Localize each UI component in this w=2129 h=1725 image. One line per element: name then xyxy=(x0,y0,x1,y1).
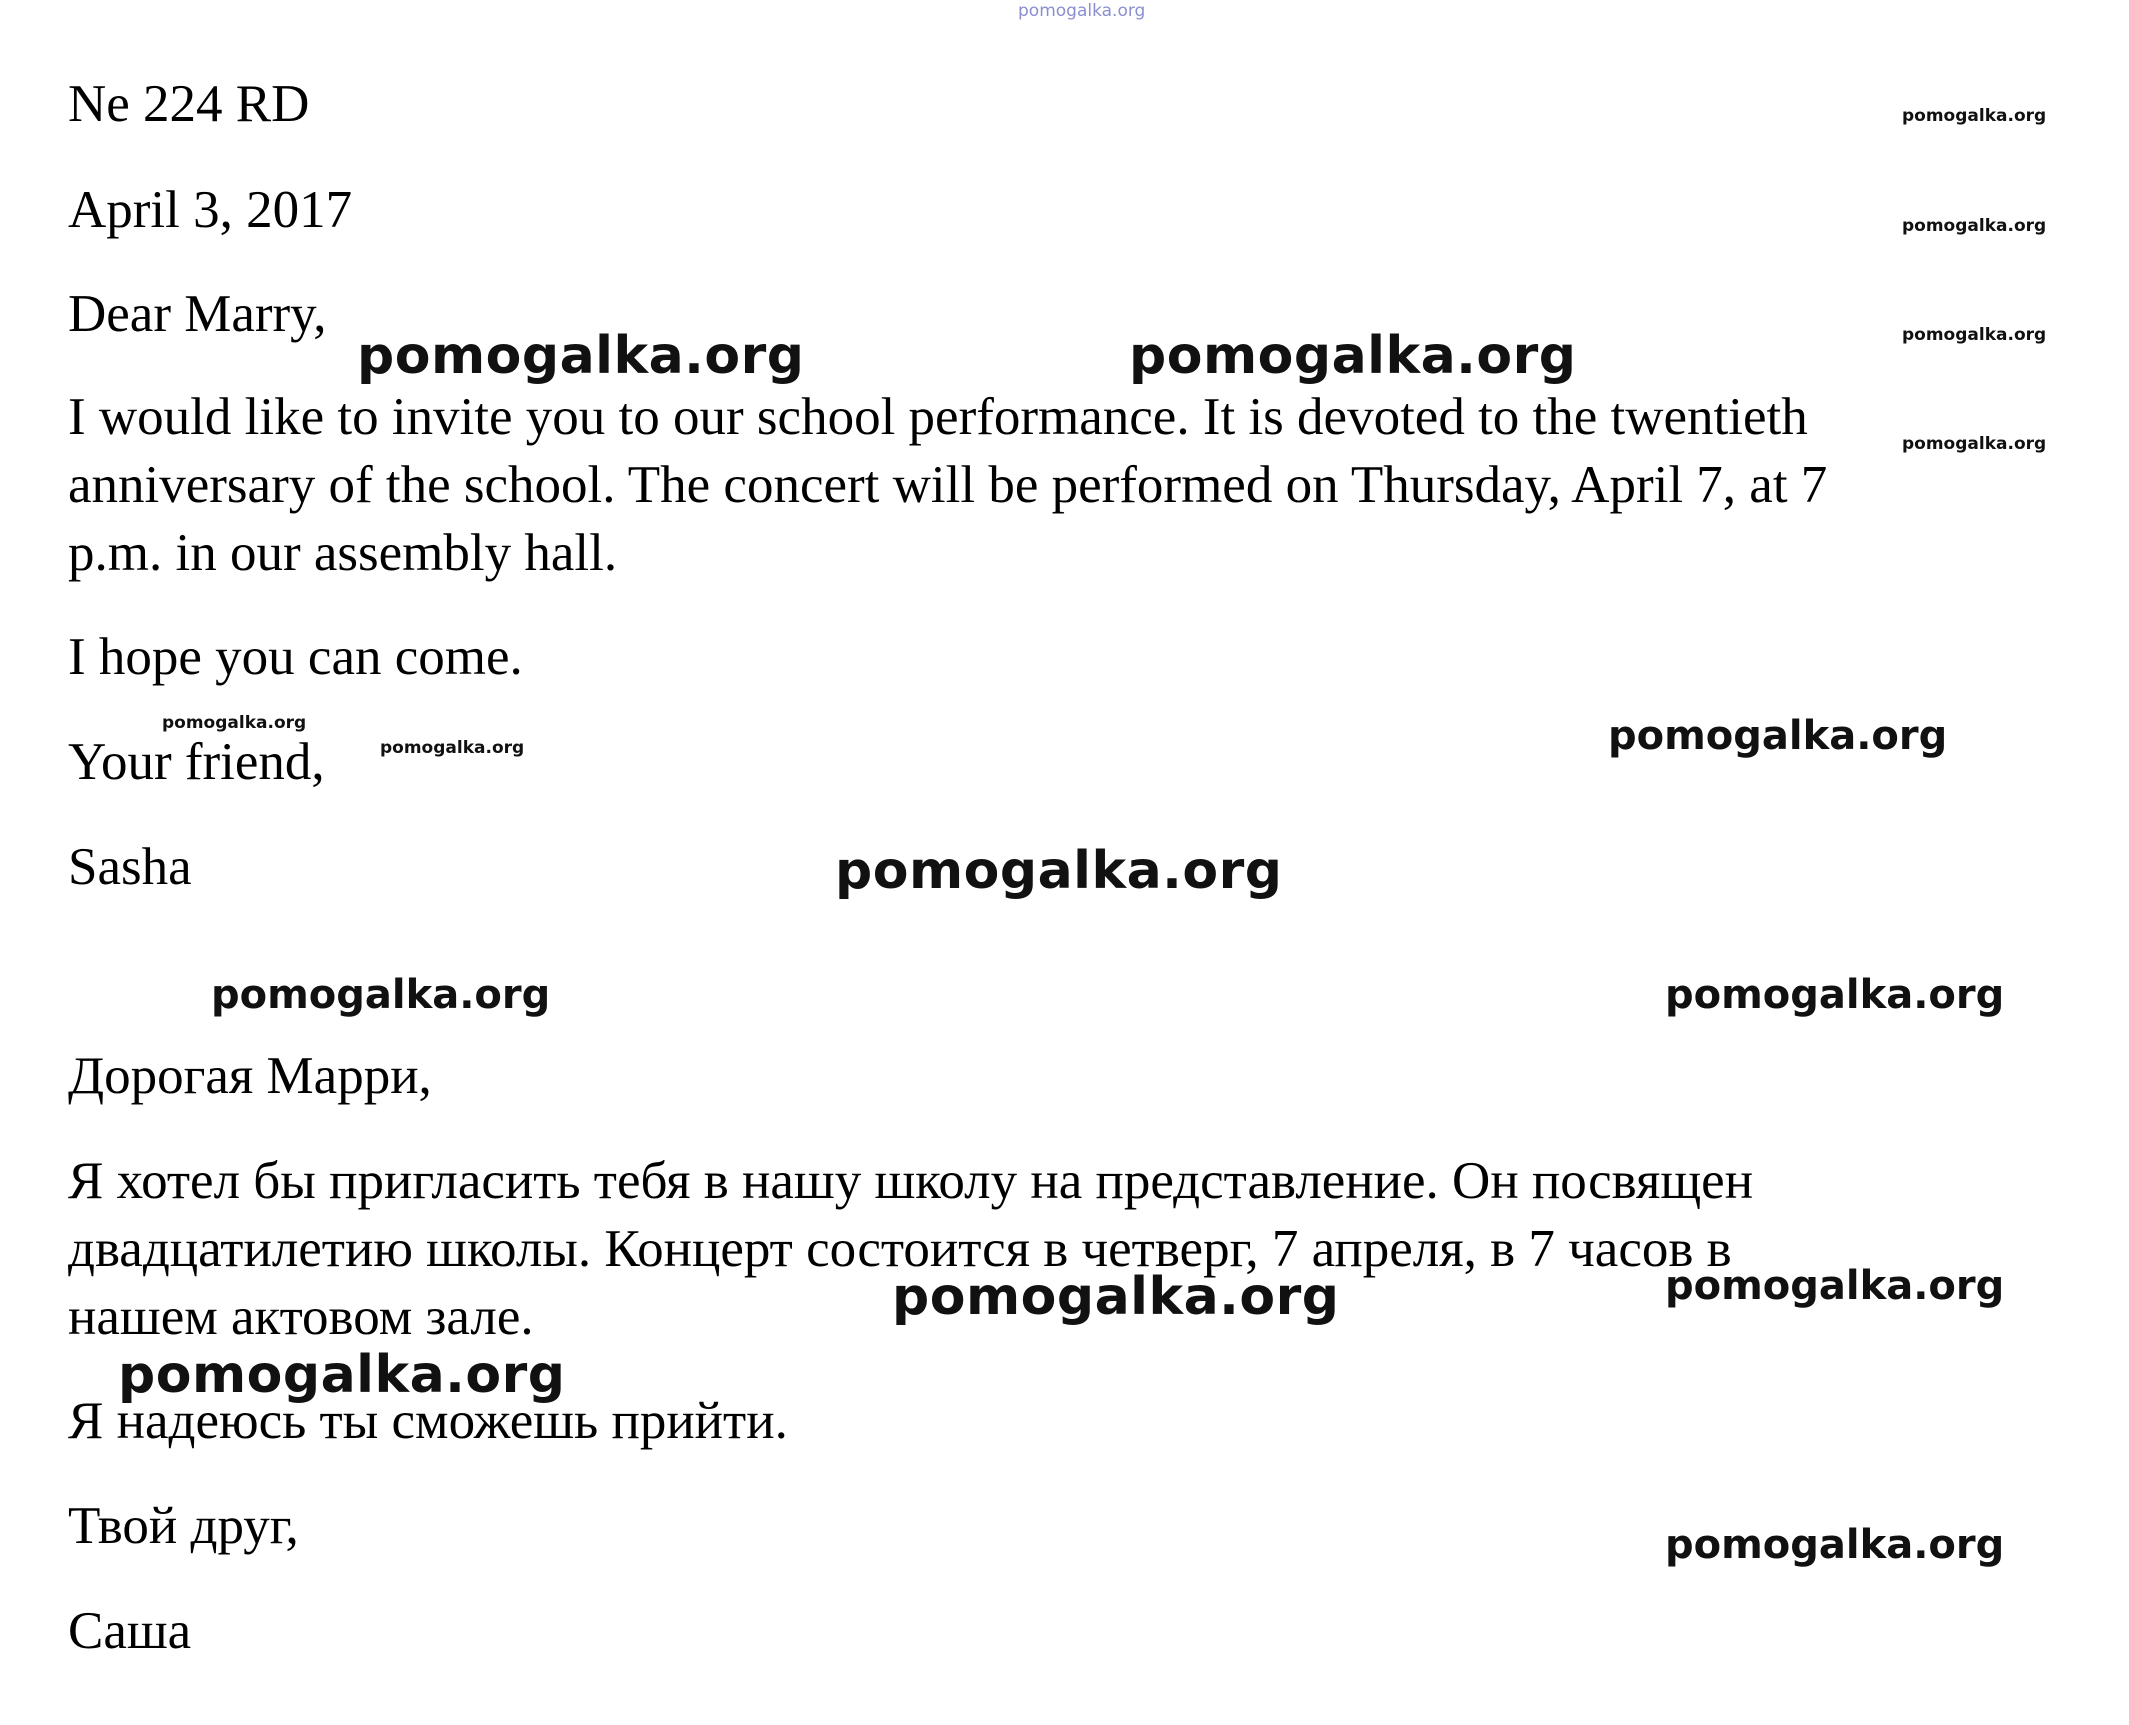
watermark: pomogalka.org xyxy=(162,713,307,733)
watermark: pomogalka.org xyxy=(357,326,805,386)
watermark: pomogalka.org xyxy=(118,1345,566,1405)
watermark: pomogalka.org xyxy=(211,972,551,1018)
russian-hope: Я надеюсь ты сможешь прийти. xyxy=(68,1392,788,1450)
watermark: pomogalka.org xyxy=(1902,325,2047,345)
english-body-line: I would like to invite you to our school performance. It is devoted to the twentieth xyxy=(68,388,1808,446)
letter-date: April 3, 2017 xyxy=(68,181,353,239)
russian-closing: Твой друг, xyxy=(68,1497,299,1555)
watermark: pomogalka.org xyxy=(380,738,525,758)
watermark: pomogalka.org xyxy=(1129,326,1577,386)
russian-greeting: Дорогая Марри, xyxy=(68,1047,432,1105)
watermark: pomogalka.org xyxy=(1665,1263,2005,1309)
watermark: pomogalka.org xyxy=(1665,1522,2005,1568)
watermark: pomogalka.org xyxy=(835,841,1283,901)
english-body-paragraph xyxy=(68,383,2068,587)
watermark: pomogalka.org xyxy=(892,1267,1340,1327)
russian-body-line: нашем актовом зале. xyxy=(68,1288,534,1346)
english-closing: Your friend, xyxy=(68,733,325,791)
watermark: pomogalka.org xyxy=(1665,972,2005,1018)
document-number: Ne 224 RD xyxy=(68,75,310,133)
watermark: pomogalka.org xyxy=(1902,216,2047,236)
russian-body-line: Я хотел бы пригласить тебя в нашу школу на представление. Он посвящен xyxy=(68,1152,1754,1210)
watermark: pomogalka.org xyxy=(1902,106,2047,126)
watermark: pomogalka.org xyxy=(1902,434,2047,454)
russian-body-line: двадцатилетию школы. Концерт состоится в четверг, 7 апреля, в 7 часов в xyxy=(68,1220,1732,1278)
english-hope: I hope you can come. xyxy=(68,628,523,686)
english-body-line: anniversary of the school. The concert will be performed on Thursday, April 7, at 7 xyxy=(68,456,1828,514)
english-signature: Sasha xyxy=(68,838,192,896)
english-greeting: Dear Marry, xyxy=(68,285,327,343)
watermark: pomogalka.org xyxy=(1608,713,1948,759)
russian-signature: Саша xyxy=(68,1602,192,1660)
header-watermark: pomogalka.org xyxy=(1018,1,1146,21)
english-body-line: p.m. in our assembly hall. xyxy=(68,524,618,582)
